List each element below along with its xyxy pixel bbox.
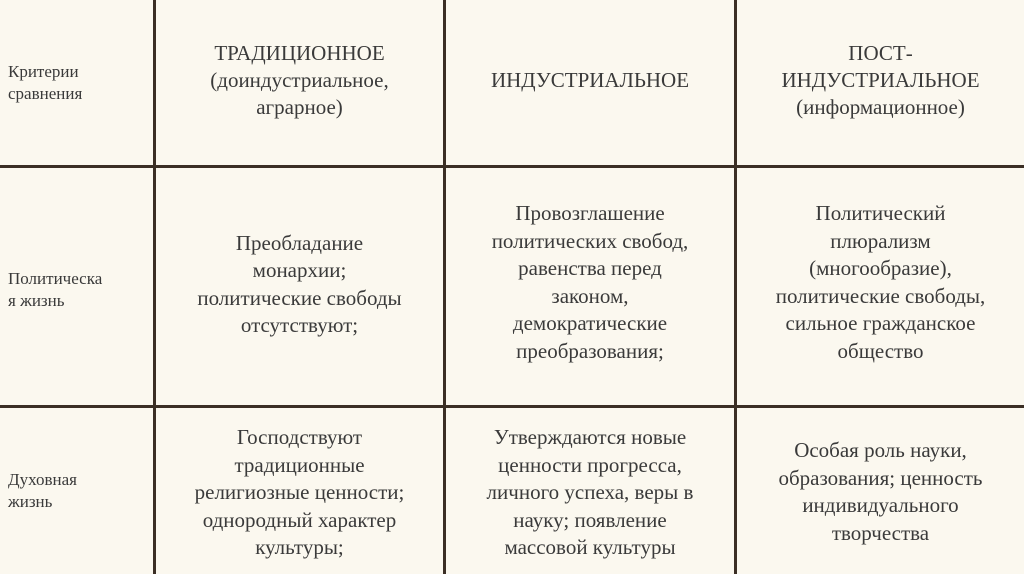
- header-criteria: Критерии сравнения: [8, 61, 83, 103]
- header-traditional-cell: [156, 0, 443, 165]
- row-spiritual-criterion-cell: [0, 408, 153, 574]
- row-political-industrial: Провозглашение политических свобод, равенства перед законом, демократические преобразования;: [491, 201, 689, 363]
- row-political-criterion: Политическа я жизнь: [8, 268, 103, 310]
- header-industrial-cell: [446, 0, 734, 165]
- row-spiritual-industrial-cell: [446, 408, 734, 574]
- row-political-criterion-cell: [0, 168, 153, 405]
- row-spiritual-criterion: Духовная жизнь: [8, 470, 77, 511]
- row-political-traditional: Преобладание монархии; политические свободы отсутствуют;: [197, 230, 402, 337]
- row-political-postindustrial-cell: [737, 168, 1024, 405]
- header-traditional: ТРАДИЦИОННОЕ (доиндустриальное, аграрное): [210, 41, 389, 119]
- header-industrial: ИНДУСТРИАЛЬНОЕ: [490, 68, 690, 92]
- header-criteria-cell: [0, 0, 153, 165]
- header-postindustrial: ПОСТ- ИНДУСТРИАЛЬНОЕ (информационное): [781, 41, 980, 119]
- row-spiritual-traditional-cell: [156, 408, 443, 574]
- row-political-postindustrial: Политический плюрализм (многообразие), политические свободы, сильное гражданское общество: [775, 201, 986, 363]
- header-postindustrial-cell: [737, 0, 1024, 165]
- row-spiritual-postindustrial-cell: [737, 408, 1024, 574]
- row-political-traditional-cell: [156, 168, 443, 405]
- row-spiritual-industrial: Утверждаются новые ценности прогресса, личного успеха, веры в науку; появление массовой культуры: [486, 425, 694, 560]
- row-spiritual-traditional: Господствуют традиционные религиозные ценности; однородный характер культуры;: [194, 425, 405, 560]
- row-spiritual-postindustrial: Особая роль науки, образования; ценность индивидуального творчества: [778, 438, 983, 545]
- row-political-industrial-cell: [446, 168, 734, 405]
